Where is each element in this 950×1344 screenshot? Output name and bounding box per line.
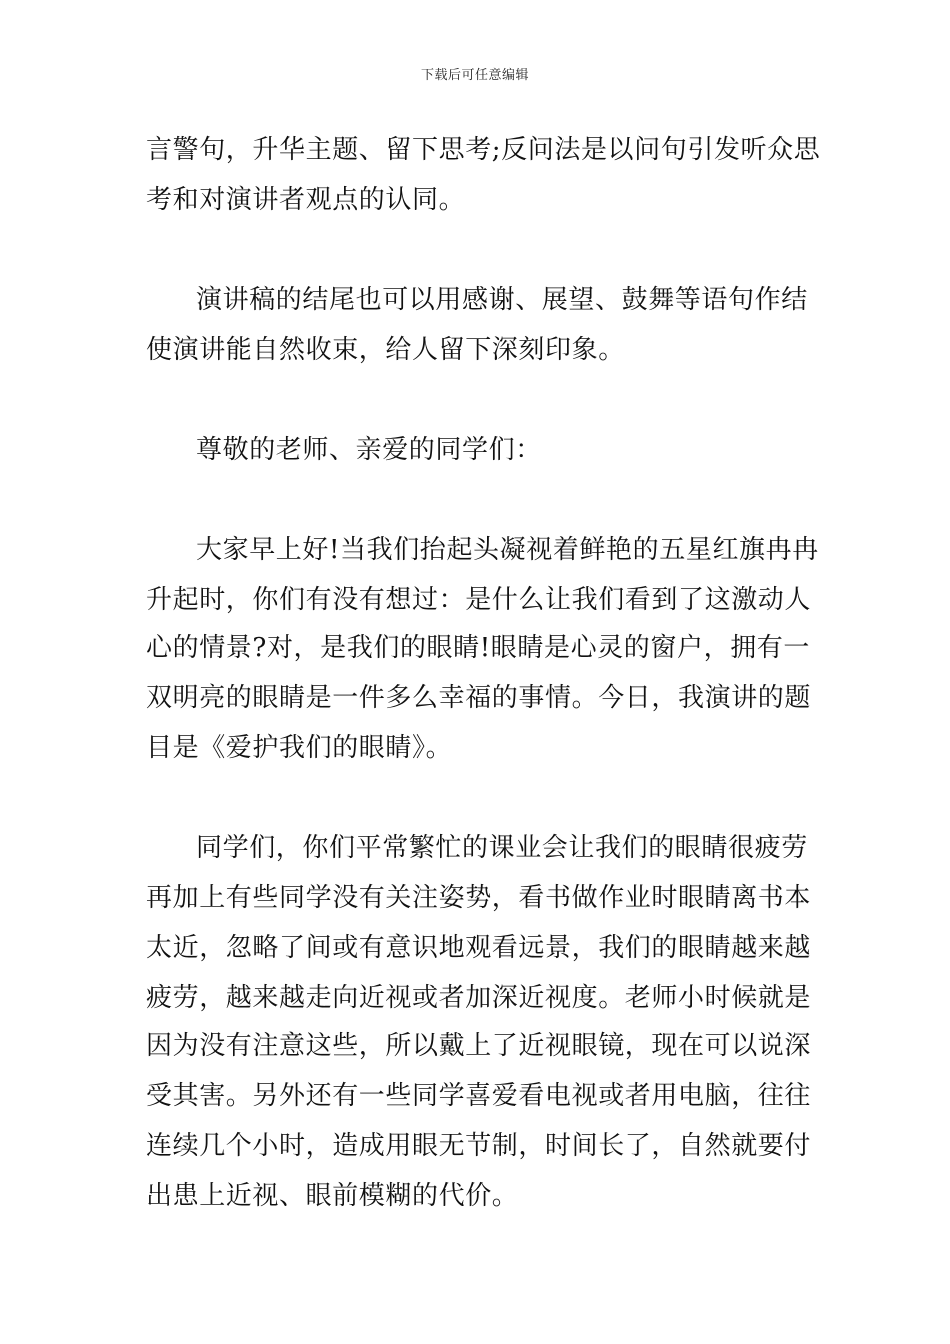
paragraph-line: 连续几个小时，造成用眼无节制，时间长了，自然就要付 [146,1131,812,1161]
paragraph-line: 考和对演讲者观点的认同。 [146,185,466,215]
paragraph-line: 使演讲能自然收束，给人留下深刻印象。 [146,335,625,365]
paragraph-line: 升起时，你们有没有想过：是什么让我们看到了这激动人 [146,585,812,615]
paragraph-line: 演讲稿的结尾也可以用感谢、展望、鼓舞等语句作结 [196,285,808,315]
paragraph-line: 太近，忽略了间或有意识地观看远景，我们的眼睛越来越 [146,933,812,963]
paragraph-line: 大家早上好!当我们抬起头凝视着鲜艳的五星红旗冉冉 [196,535,819,565]
paragraph-line: 言警句，升华主题、留下思考;反问法是以问句引发听众思 [146,135,821,165]
paragraph-line: 再加上有些同学没有关注姿势，看书做作业时眼睛离书本 [146,883,812,913]
paragraph-line: 双明亮的眼睛是一件多么幸福的事情。今日，我演讲的题 [146,683,812,713]
paragraph-line: 因为没有注意这些，所以戴上了近视眼镜，现在可以说深 [146,1031,812,1061]
paragraph-line: 心的情景?对，是我们的眼睛!眼睛是心灵的窗户，拥有一 [146,633,810,663]
page-header: 下载后可任意编辑 [420,68,529,83]
paragraph-line: 出患上近视、眼前模糊的代价。 [146,1181,519,1211]
paragraph-line: 目是《爱护我们的眼睛》。 [146,733,453,763]
salutation: 尊敬的老师、亲爱的同学们： [196,435,542,465]
paragraph-line: 同学们，你们平常繁忙的课业会让我们的眼睛很疲劳 [196,833,808,863]
paragraph-line: 受其害。另外还有一些同学喜爱看电视或者用电脑，往往 [146,1081,812,1111]
paragraph-line: 疲劳，越来越走向近视或者加深近视度。老师小时候就是 [146,983,812,1013]
